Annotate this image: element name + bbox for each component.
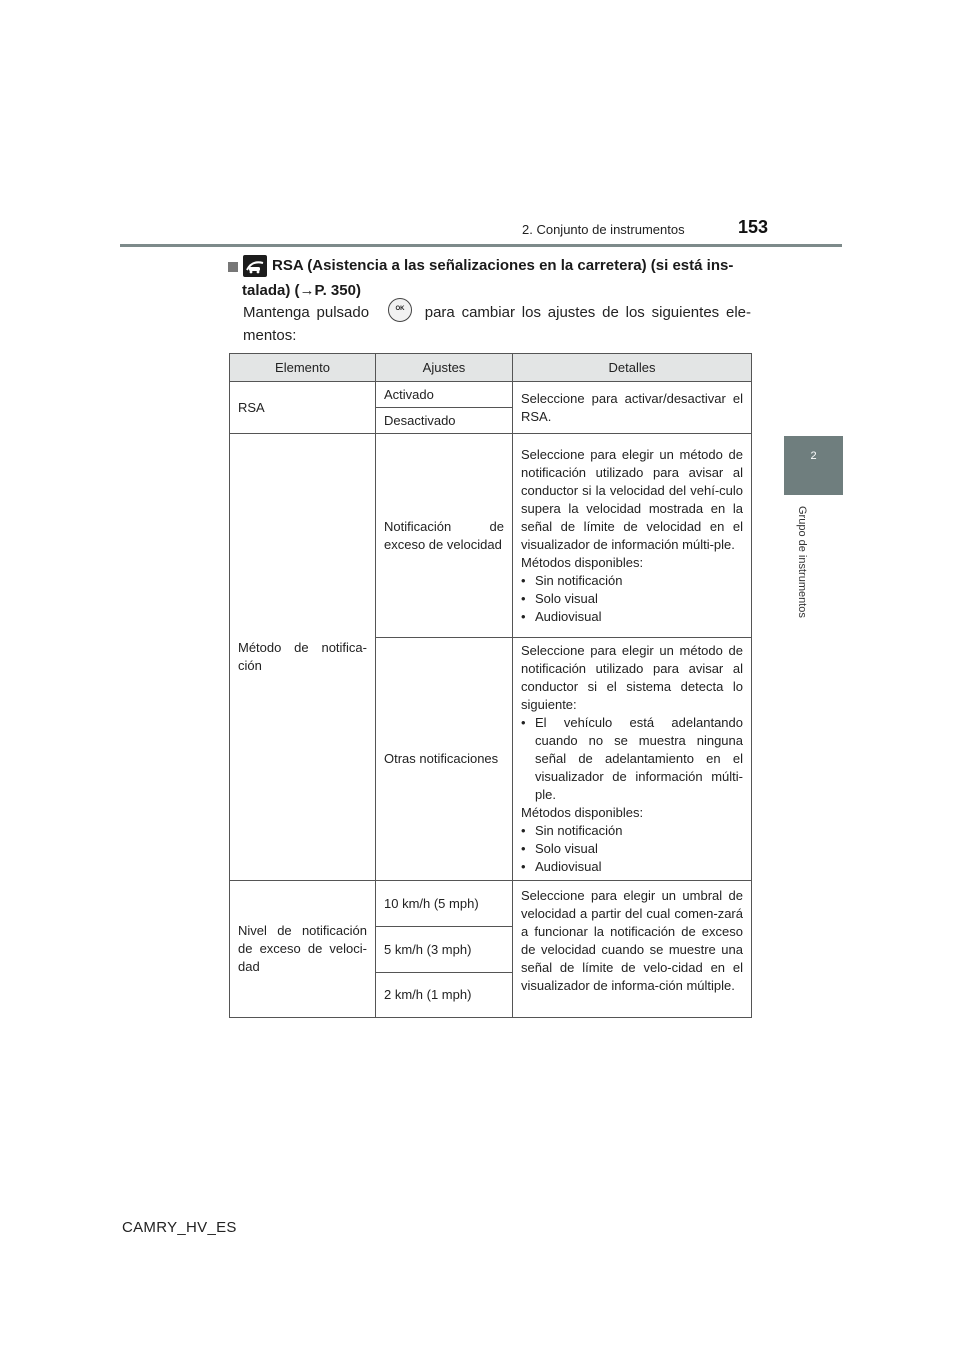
chapter-tab-number: 2 bbox=[810, 450, 817, 462]
method-overspeed-details-cell bbox=[513, 434, 752, 638]
level-details: Seleccione para elegir un umbral de velocidad a partir del cual comen-zará a funcionar la notificación de exceso de velocidad cuando se muestre una señal de límite de velo-cidad en el visualizador de informa-ción múltiple. bbox=[513, 881, 752, 1018]
running-header-section: 2. Conjunto de instrumentos bbox=[522, 222, 685, 237]
rsa-setting-off: Desactivado bbox=[376, 408, 513, 434]
method-element-cell: Método de notifica-ción bbox=[230, 434, 376, 881]
intro-after-button: para cambiar los ajustes de los siguientes ele-mentos: bbox=[243, 304, 751, 344]
method-overspeed-details: Seleccione para elegir un método de notificación utilizado para avisar al conductor si la velocidad del vehí-culo supera la velocidad mostrada en la señal de límite de velocidad en el visualizador de información múlti-ple. bbox=[521, 446, 743, 552]
intro-paragraph bbox=[243, 301, 751, 347]
rsa-setting-on: Activado bbox=[376, 382, 513, 408]
col-header-element: Elemento bbox=[230, 354, 376, 382]
level-setting-5: 5 km/h (3 mph) bbox=[376, 927, 513, 973]
square-bullet-icon bbox=[228, 262, 238, 272]
list-item: • El vehículo está adelantando cuando no se muestra ninguna señal de adelantamiento en el visualizador de información múlti-ple. bbox=[521, 715, 743, 802]
model-code: CAMRY_HV_ES bbox=[122, 1219, 237, 1236]
method-other-details: Seleccione para elegir un método de notificación utilizado para avisar al conductor si el sistema detecta lo siguiente: bbox=[521, 643, 743, 712]
section-heading bbox=[242, 253, 750, 303]
list-item: • Audiovisual bbox=[521, 608, 602, 624]
settings-table bbox=[229, 353, 752, 1018]
table-header-row bbox=[230, 354, 752, 382]
level-setting-10: 10 km/h (5 mph) bbox=[376, 881, 513, 927]
level-setting-2: 2 km/h (1 mph) bbox=[376, 973, 513, 1018]
method-overspeed-setting: Notificación de exceso de velocidad bbox=[376, 434, 513, 638]
rsa-details: Seleccione para activar/desactivar el RSA. bbox=[513, 382, 752, 434]
chapter-tab-label: Grupo de instrumentos bbox=[796, 506, 808, 618]
method-other-details-cell bbox=[513, 638, 752, 881]
header-rule bbox=[120, 244, 842, 247]
list-item: • Sin notificación bbox=[521, 823, 623, 838]
col-header-details: Detalles bbox=[513, 354, 752, 382]
method-other-setting: Otras notificaciones bbox=[376, 638, 513, 881]
list-item: • Audiovisual bbox=[521, 859, 602, 874]
section-heading-line2: talada) (→P. 350) bbox=[242, 282, 361, 299]
method-overspeed-methods-title: Métodos disponibles: bbox=[521, 554, 644, 570]
col-header-settings: Ajustes bbox=[376, 354, 513, 382]
chapter-tab bbox=[784, 436, 843, 495]
level-element-cell: Nivel de notificación de exceso de veloci-dad bbox=[230, 881, 376, 1018]
road-sign-assist-icon bbox=[243, 255, 267, 277]
list-item: • Solo visual bbox=[521, 841, 598, 856]
intro-before-button: Mantenga pulsado bbox=[243, 304, 370, 321]
list-item: • Solo visual bbox=[521, 590, 598, 606]
section-heading-line1: RSA (Asistencia a las señalizaciones en la carretera) (si está ins- bbox=[272, 257, 734, 274]
rsa-element-cell: RSA bbox=[230, 382, 376, 434]
method-other-methods-title: Métodos disponibles: bbox=[521, 805, 644, 820]
ok-button-icon: OK bbox=[388, 298, 412, 322]
list-item: • Sin notificación bbox=[521, 572, 623, 588]
table-row bbox=[230, 382, 752, 408]
page-number: 153 bbox=[738, 217, 769, 237]
table-row bbox=[230, 881, 752, 927]
table-row bbox=[230, 434, 752, 638]
